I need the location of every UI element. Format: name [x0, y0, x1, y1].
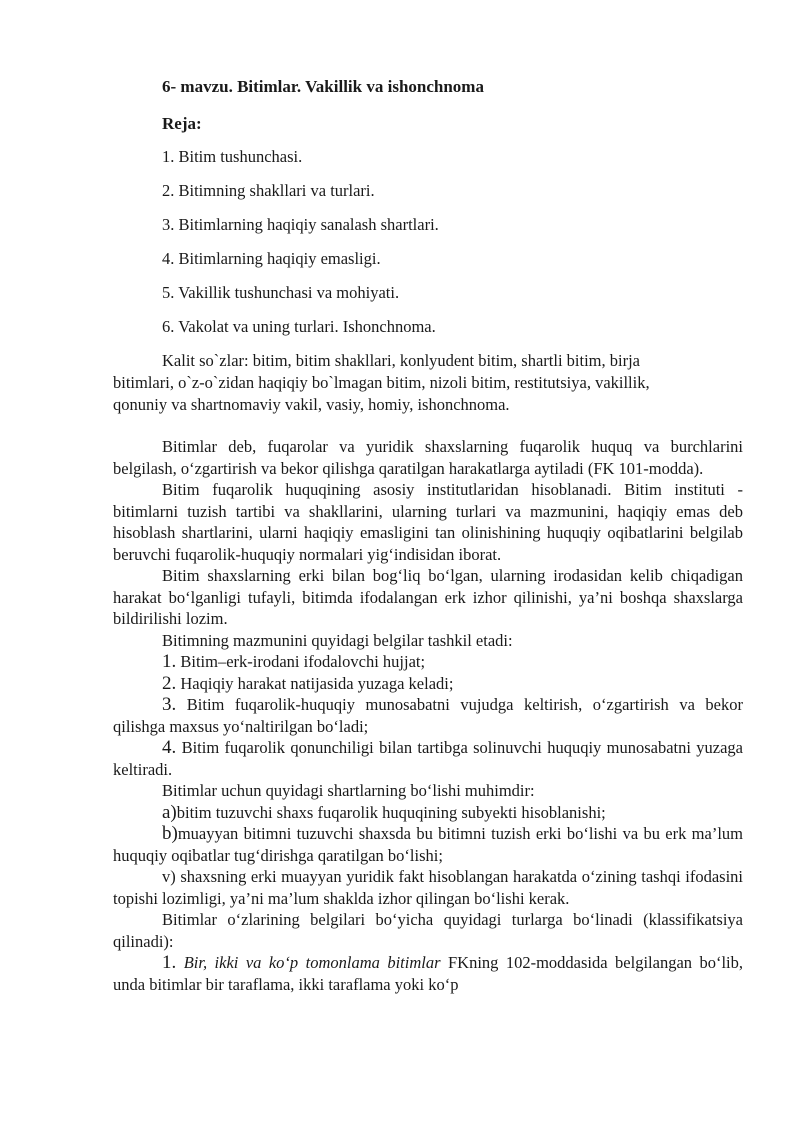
feature-item-2	[113, 673, 743, 695]
feature-text-1: Bitim–erk-irodani ifodalovchi hujjat;	[180, 652, 426, 671]
keywords-line-3: qonuniy va shartnomaviy vakil, vasiy, homiy, ishonchnoma.	[113, 395, 510, 414]
condition-num-a: a)	[162, 801, 177, 823]
condition-num-b: b)	[162, 823, 178, 844]
paragraph-conditions-intro: Bitimlar uchun quyidagi shartlarning bo‘lishi muhimdir:	[162, 781, 535, 800]
plan-heading: Reja:	[162, 114, 202, 133]
keywords-block	[113, 350, 753, 416]
body-text	[113, 436, 743, 995]
paragraph-features-intro: Bitimning mazmunini quyidagi belgilar tashkil etadi:	[162, 630, 513, 650]
feature-num-1: 1.	[162, 651, 177, 672]
feature-item-3	[113, 694, 743, 737]
condition-item-a	[113, 802, 743, 824]
paragraph-institute: Bitim fuqarolik huquqining asosiy institutlaridan hisoblanadi. Bitim instituti - bitimlarni tuzish tartibi va shakllarini, ularning turlari va mazmunini, haqiqiy emas deb hisoblash shartlarini, ularni haqiqiy emasligini tan olinishining huquqiy oqibatlarini belgilab beruvchi fuqarolik-huquqiy normalari yig‘indisidan iborat.	[113, 480, 743, 564]
keywords-line-1: Kalit so`zlar: bitim, bitim shakllari, konlyudent bitim, shartli bitim, birja	[162, 351, 640, 370]
feature-num-4: 4.	[162, 737, 177, 758]
plan-item-3: 3. Bitimlarning haqiqiy sanalash shartlari.	[162, 215, 439, 234]
type-text-1: FKning 102-moddasida belgilangan bo‘lib, unda bitimlar bir taraflama, ikki taraflama yoki ko‘p	[113, 953, 744, 994]
type-num-1: 1.	[162, 952, 177, 973]
feature-text-2: Haqiqiy harakat natijasida yuzaga keladi;	[180, 673, 454, 693]
plan-item-1: 1. Bitim tushunchasi.	[162, 147, 303, 166]
feature-text-3: Bitim fuqarolik-huquqiy munosabatni vujudga keltirish, o‘zgartirish va bekor qilishga maxsus yo‘naltirilgan bo‘ladi;	[113, 695, 744, 736]
plan-item-5: 5. Vakillik tushunchasi va mohiyati.	[162, 283, 400, 302]
condition-item-b	[113, 823, 743, 866]
plan-item-6: 6. Vakolat va uning turlari. Ishonchnoma.	[162, 317, 436, 336]
feature-item-1	[113, 651, 743, 673]
plan-item-4: 4. Bitimlarning haqiqiy emasligi.	[162, 249, 381, 268]
paragraph-definition: Bitimlar deb, fuqarolar va yuridik shaxslarning fuqarolik huquq va burchlarini belgilash, o‘zgartirish va bekor qilishga qaratilgan harakatlarga aytiladi (FK 101-modda).	[113, 437, 743, 478]
condition-item-v: v) shaxsning erki muayyan yuridik fakt hisoblangan harakatda o‘zining tashqi ifodasini topishi lozimligi, ya’ni ma’lum shaklda izhor qilingan bo‘lishi kerak.	[113, 867, 743, 908]
condition-text-b: muayyan bitimni tuzuvchi shaxsda bu bitimni tuzish erki bo‘lishi va bu erk ma’lum huquqiy oqibatlar tug‘dirishga qaratilgan bo‘lishi;	[113, 824, 743, 865]
paragraph-classification-intro: Bitimlar o‘zlarining belgilari bo‘yicha quyidagi turlarga bo‘linadi (klassifikatsiya qilinadi):	[113, 910, 743, 951]
page-title: 6- mavzu. Bitimlar. Vakillik va ishonchnoma	[162, 77, 484, 96]
paragraph-will: Bitim shaxslarning erki bilan bog‘liq bo‘lgan, ularning irodasidan kelib chiqadigan harakat bo‘lganligi tufayli, bitimda ifodalangan erk izhor qilinishi, ya’ni boshqa shaxslarga bildirilishi lozim.	[113, 566, 743, 628]
keywords-line-2: bitimlari, o`z-o`zidan haqiqiy bo`lmagan bitim, nizoli bitim, restitutsiya, vakillik,	[113, 373, 650, 392]
feature-item-4	[113, 737, 743, 780]
feature-text-4: Bitim fuqarolik qonunchiligi bilan tartibga solinuvchi huquqiy munosabatni yuzaga keltiradi.	[113, 738, 744, 779]
type-title-1: Bir, ikki va ko‘p tomonlama bitimlar	[183, 953, 441, 972]
plan-item-2: 2. Bitimning shakllari va turlari.	[162, 181, 375, 200]
type-item-1	[113, 952, 743, 995]
feature-num-2: 2.	[162, 672, 177, 694]
condition-text-a: bitim tuzuvchi shaxs fuqarolik huquqining subyekti hisoblanishi;	[176, 802, 606, 822]
feature-num-3: 3.	[162, 694, 177, 715]
